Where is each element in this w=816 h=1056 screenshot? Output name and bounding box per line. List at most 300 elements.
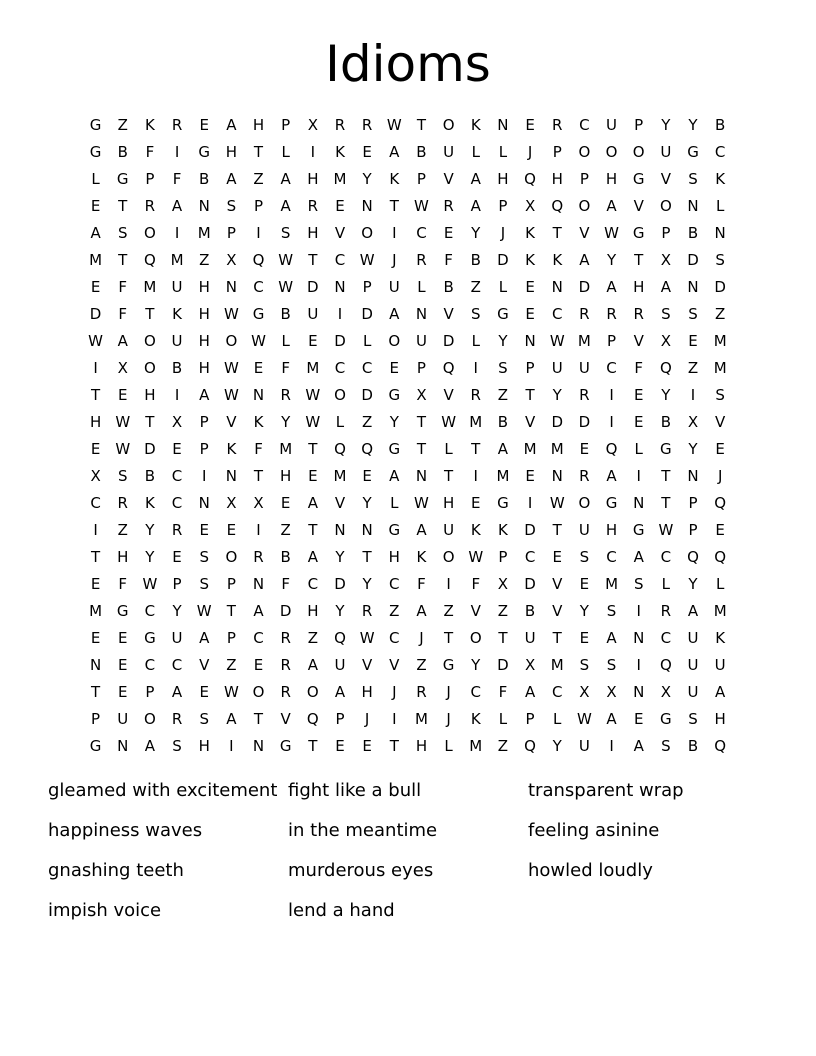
grid-cell[interactable]: E (253, 656, 264, 674)
grid-cell[interactable]: T (498, 629, 508, 647)
grid-cell[interactable]: F (444, 251, 453, 269)
grid-cell[interactable]: Z (443, 602, 454, 620)
grid-cell[interactable]: W (414, 494, 429, 512)
grid-cell[interactable]: W (549, 494, 565, 512)
grid-cell[interactable]: D (442, 332, 455, 350)
grid-cell[interactable]: Q (252, 251, 265, 269)
grid-cell[interactable]: B (117, 143, 128, 161)
grid-cell[interactable]: W (278, 251, 294, 269)
grid-cell[interactable]: N (117, 737, 129, 755)
grid-cell[interactable]: D (497, 251, 509, 269)
grid-cell[interactable]: S (199, 575, 209, 593)
grid-cell[interactable]: R (606, 305, 617, 323)
grid-cell[interactable]: Z (715, 305, 726, 323)
grid-cell[interactable]: T (389, 197, 399, 215)
grid-cell[interactable]: J (392, 683, 397, 701)
grid-cell[interactable]: T (444, 629, 454, 647)
grid-cell[interactable]: D (361, 386, 373, 404)
grid-cell[interactable]: U (660, 143, 672, 161)
grid-cell[interactable]: S (117, 224, 128, 242)
grid-cell[interactable]: E (389, 359, 400, 377)
grid-cell[interactable]: G (660, 710, 672, 728)
grid-cell[interactable]: A (334, 683, 346, 701)
grid-cell[interactable]: A (307, 548, 318, 566)
grid-cell[interactable]: V (334, 224, 346, 242)
grid-cell[interactable]: R (280, 656, 291, 674)
grid-cell[interactable]: C (253, 629, 264, 647)
grid-cell[interactable]: L (661, 575, 671, 593)
grid-cell[interactable]: C (144, 602, 156, 620)
grid-cell[interactable]: H (442, 494, 455, 512)
grid-cell[interactable]: N (361, 521, 373, 539)
grid-cell[interactable]: S (606, 656, 617, 674)
grid-cell[interactable]: V (199, 656, 210, 674)
grid-cell[interactable]: H (307, 224, 319, 242)
grid-cell[interactable]: S (117, 467, 128, 485)
grid-cell[interactable]: O (469, 629, 482, 647)
grid-cell[interactable]: R (280, 629, 291, 647)
grid-cell[interactable]: N (252, 737, 265, 755)
grid-cell[interactable]: I (690, 386, 696, 404)
grid-cell[interactable]: O (578, 143, 591, 161)
grid-cell[interactable]: D (714, 278, 726, 296)
grid-cell[interactable]: T (90, 386, 101, 404)
grid-cell[interactable]: E (117, 629, 128, 647)
grid-cell[interactable]: J (446, 683, 451, 701)
grid-cell[interactable]: Q (143, 251, 156, 269)
grid-cell[interactable]: R (470, 386, 481, 404)
grid-cell[interactable]: J (392, 251, 397, 269)
grid-cell[interactable]: E (280, 494, 291, 512)
grid-cell[interactable]: U (687, 629, 699, 647)
grid-cell[interactable]: P (498, 197, 508, 215)
grid-cell[interactable]: D (334, 332, 346, 350)
grid-cell[interactable]: Q (714, 737, 727, 755)
grid-cell[interactable]: I (256, 224, 261, 242)
grid-cell[interactable]: A (524, 683, 536, 701)
grid-cell[interactable]: H (633, 278, 645, 296)
grid-cell[interactable]: R (416, 683, 427, 701)
grid-cell[interactable]: Q (714, 548, 727, 566)
grid-cell[interactable]: C (171, 656, 183, 674)
grid-cell[interactable]: L (498, 278, 508, 296)
grid-cell[interactable]: X (660, 683, 671, 701)
grid-cell[interactable]: E (308, 467, 318, 485)
grid-cell[interactable]: W (604, 224, 619, 242)
grid-cell[interactable]: Y (661, 386, 671, 404)
grid-cell[interactable]: O (143, 224, 156, 242)
grid-cell[interactable]: U (415, 332, 427, 350)
grid-cell[interactable]: H (280, 467, 292, 485)
grid-cell[interactable]: C (551, 305, 563, 323)
grid-cell[interactable]: K (144, 494, 155, 512)
grid-cell[interactable]: N (225, 467, 237, 485)
grid-cell[interactable]: V (579, 224, 590, 242)
grid-cell[interactable]: N (551, 278, 563, 296)
grid-cell[interactable]: B (524, 602, 536, 620)
grid-cell[interactable]: V (660, 170, 671, 188)
grid-cell[interactable]: W (359, 251, 375, 269)
grid-cell[interactable]: E (579, 440, 590, 458)
grid-cell[interactable]: E (362, 737, 372, 755)
grid-cell[interactable]: L (498, 143, 508, 161)
grid-cell[interactable]: W (88, 332, 103, 350)
grid-cell[interactable]: Y (688, 116, 698, 134)
grid-cell[interactable]: M (333, 170, 347, 188)
grid-cell[interactable]: O (334, 386, 346, 404)
grid-cell[interactable]: T (525, 386, 535, 404)
grid-cell[interactable]: F (254, 440, 263, 458)
grid-cell[interactable]: U (388, 278, 400, 296)
grid-cell[interactable]: P (226, 224, 236, 242)
grid-cell[interactable]: C (606, 359, 617, 377)
grid-cell[interactable]: G (687, 143, 699, 161)
grid-cell[interactable]: T (471, 440, 481, 458)
grid-cell[interactable]: A (389, 467, 400, 485)
grid-cell[interactable]: Y (362, 575, 372, 593)
grid-cell[interactable]: C (389, 575, 400, 593)
grid-cell[interactable]: E (335, 197, 345, 215)
grid-cell[interactable]: R (416, 251, 427, 269)
grid-cell[interactable]: E (117, 656, 128, 674)
grid-cell[interactable]: J (419, 629, 424, 647)
grid-cell[interactable]: T (253, 143, 264, 161)
grid-cell[interactable]: D (687, 251, 699, 269)
grid-cell[interactable]: V (552, 575, 563, 593)
grid-cell[interactable]: P (226, 629, 236, 647)
grid-cell[interactable]: Q (714, 494, 727, 512)
grid-cell[interactable]: H (605, 170, 618, 188)
grid-cell[interactable]: V (280, 710, 291, 728)
grid-cell[interactable]: G (660, 440, 672, 458)
grid-cell[interactable]: N (497, 116, 509, 134)
grid-cell[interactable]: O (632, 143, 645, 161)
grid-cell[interactable]: Q (659, 656, 672, 674)
grid-cell[interactable]: H (89, 413, 102, 431)
grid-cell[interactable]: A (226, 170, 237, 188)
grid-cell[interactable]: S (688, 710, 698, 728)
grid-cell[interactable]: P (552, 143, 562, 161)
grid-cell[interactable]: N (415, 467, 428, 485)
grid-cell[interactable]: A (199, 629, 210, 647)
grid-cell[interactable]: E (471, 494, 481, 512)
grid-cell[interactable]: O (306, 683, 319, 701)
grid-cell[interactable]: W (468, 548, 484, 566)
grid-cell[interactable]: O (578, 197, 591, 215)
grid-cell[interactable]: N (252, 575, 265, 593)
grid-cell[interactable]: X (90, 467, 101, 485)
grid-cell[interactable]: G (89, 143, 102, 161)
grid-cell[interactable]: K (715, 629, 726, 647)
grid-cell[interactable]: C (714, 143, 726, 161)
grid-cell[interactable]: E (90, 440, 101, 458)
grid-cell[interactable]: B (199, 170, 210, 188)
grid-cell[interactable]: V (226, 413, 237, 431)
grid-cell[interactable]: M (577, 332, 591, 350)
grid-cell[interactable]: I (609, 413, 614, 431)
grid-cell[interactable]: U (687, 656, 699, 674)
grid-cell[interactable]: R (633, 305, 644, 323)
grid-cell[interactable]: L (91, 170, 100, 188)
grid-cell[interactable]: A (307, 494, 318, 512)
grid-cell[interactable]: D (144, 440, 156, 458)
grid-cell[interactable]: A (389, 143, 400, 161)
grid-cell[interactable]: L (634, 440, 643, 458)
grid-cell[interactable]: Y (552, 386, 562, 404)
grid-cell[interactable]: X (660, 251, 671, 269)
grid-cell[interactable]: U (687, 683, 699, 701)
grid-cell[interactable]: Z (362, 413, 373, 431)
grid-cell[interactable]: O (225, 548, 238, 566)
grid-cell[interactable]: R (443, 197, 454, 215)
grid-cell[interactable]: F (471, 575, 481, 593)
grid-cell[interactable]: I (609, 386, 614, 404)
grid-cell[interactable]: Y (335, 548, 345, 566)
grid-cell[interactable]: L (281, 332, 290, 350)
grid-cell[interactable]: P (199, 413, 209, 431)
grid-cell[interactable]: W (414, 197, 429, 215)
grid-cell[interactable]: A (280, 197, 291, 215)
grid-cell[interactable]: A (470, 197, 481, 215)
grid-cell[interactable]: X (117, 359, 128, 377)
grid-cell[interactable]: W (142, 575, 158, 593)
grid-cell[interactable]: E (199, 116, 209, 134)
grid-cell[interactable]: L (715, 575, 725, 593)
grid-cell[interactable]: T (308, 521, 318, 539)
grid-cell[interactable]: P (498, 548, 508, 566)
grid-cell[interactable]: X (497, 575, 509, 593)
grid-cell[interactable]: P (226, 575, 236, 593)
grid-cell[interactable]: E (117, 683, 128, 701)
grid-cell[interactable]: T (661, 494, 671, 512)
grid-cell[interactable]: H (225, 143, 237, 161)
grid-cell[interactable]: X (307, 116, 318, 134)
grid-cell[interactable]: T (308, 440, 318, 458)
grid-cell[interactable]: S (633, 575, 644, 593)
grid-cell[interactable]: T (389, 737, 399, 755)
grid-cell[interactable]: W (441, 413, 457, 431)
grid-cell[interactable]: K (416, 548, 427, 566)
grid-cell[interactable]: N (415, 305, 428, 323)
grid-cell[interactable]: V (443, 170, 454, 188)
grid-cell[interactable]: Y (688, 575, 698, 593)
grid-cell[interactable]: U (524, 629, 536, 647)
grid-cell[interactable]: I (174, 224, 180, 242)
grid-cell[interactable]: P (281, 116, 291, 134)
grid-cell[interactable]: U (606, 116, 618, 134)
grid-cell[interactable]: D (334, 575, 346, 593)
grid-cell[interactable]: U (171, 332, 183, 350)
grid-cell[interactable]: K (144, 116, 155, 134)
grid-cell[interactable]: W (223, 386, 239, 404)
grid-cell[interactable]: Q (524, 170, 536, 188)
grid-cell[interactable]: A (280, 170, 291, 188)
grid-cell[interactable]: I (256, 521, 261, 539)
grid-cell[interactable]: N (687, 278, 699, 296)
grid-cell[interactable]: Y (471, 656, 481, 674)
grid-cell[interactable]: X (253, 494, 264, 512)
grid-cell[interactable]: N (551, 467, 563, 485)
grid-cell[interactable]: V (715, 413, 726, 431)
grid-cell[interactable]: B (171, 359, 183, 377)
grid-cell[interactable]: J (500, 224, 506, 242)
grid-cell[interactable]: I (527, 494, 533, 512)
grid-cell[interactable]: E (172, 548, 182, 566)
grid-cell[interactable]: U (171, 629, 183, 647)
grid-cell[interactable]: T (416, 116, 427, 134)
grid-cell[interactable]: W (223, 305, 239, 323)
grid-cell[interactable]: G (89, 737, 102, 755)
grid-cell[interactable]: M (469, 737, 483, 755)
grid-cell[interactable]: X (524, 197, 536, 215)
grid-cell[interactable]: X (687, 413, 699, 431)
grid-cell[interactable]: H (198, 359, 210, 377)
grid-cell[interactable]: M (414, 710, 428, 728)
grid-cell[interactable]: W (223, 683, 239, 701)
grid-cell[interactable]: V (552, 602, 563, 620)
grid-cell[interactable]: I (337, 305, 343, 323)
grid-cell[interactable]: R (361, 116, 373, 134)
grid-cell[interactable]: E (172, 440, 182, 458)
grid-cell[interactable]: E (579, 629, 590, 647)
grid-cell[interactable]: U (117, 710, 129, 728)
grid-cell[interactable]: M (550, 656, 564, 674)
grid-cell[interactable]: E (715, 521, 725, 539)
grid-cell[interactable]: I (174, 386, 180, 404)
grid-cell[interactable]: R (144, 197, 156, 215)
grid-cell[interactable]: W (115, 440, 131, 458)
grid-cell[interactable]: T (118, 197, 128, 215)
grid-cell[interactable]: P (661, 224, 671, 242)
grid-cell[interactable]: O (659, 197, 672, 215)
grid-cell[interactable]: I (93, 359, 98, 377)
grid-cell[interactable]: A (416, 521, 427, 539)
grid-cell[interactable]: P (416, 359, 426, 377)
grid-cell[interactable]: A (470, 170, 481, 188)
grid-cell[interactable]: D (279, 602, 292, 620)
grid-cell[interactable]: A (606, 278, 617, 296)
grid-cell[interactable]: H (605, 521, 618, 539)
grid-cell[interactable]: M (713, 602, 727, 620)
grid-cell[interactable]: P (253, 197, 264, 215)
grid-cell[interactable]: E (90, 575, 101, 593)
grid-cell[interactable]: I (229, 737, 234, 755)
grid-cell[interactable]: A (307, 656, 318, 674)
grid-cell[interactable]: P (579, 170, 589, 188)
grid-cell[interactable]: J (527, 143, 533, 161)
grid-cell[interactable]: P (688, 494, 698, 512)
grid-cell[interactable]: C (660, 548, 672, 566)
grid-cell[interactable]: I (392, 224, 397, 242)
grid-cell[interactable]: H (415, 737, 428, 755)
grid-cell[interactable]: N (252, 386, 265, 404)
grid-cell[interactable]: B (470, 251, 481, 269)
grid-cell[interactable]: V (470, 602, 481, 620)
grid-cell[interactable]: F (118, 305, 128, 323)
grid-cell[interactable]: A (199, 386, 210, 404)
grid-cell[interactable]: C (416, 224, 427, 242)
grid-cell[interactable]: T (416, 440, 427, 458)
grid-cell[interactable]: E (688, 332, 698, 350)
grid-cell[interactable]: P (199, 440, 209, 458)
grid-cell[interactable]: G (388, 440, 401, 458)
grid-cell[interactable]: K (470, 521, 481, 539)
grid-cell[interactable]: K (715, 170, 726, 188)
grid-cell[interactable]: T (362, 548, 372, 566)
grid-cell[interactable]: G (388, 386, 401, 404)
grid-cell[interactable]: S (715, 251, 725, 269)
grid-cell[interactable]: Z (253, 170, 264, 188)
grid-cell[interactable]: P (145, 170, 155, 188)
grid-cell[interactable]: U (334, 656, 346, 674)
grid-cell[interactable]: Y (362, 494, 372, 512)
grid-cell[interactable]: D (524, 575, 536, 593)
grid-cell[interactable]: Q (306, 710, 319, 728)
grid-cell[interactable]: C (144, 656, 156, 674)
grid-cell[interactable]: Z (389, 602, 400, 620)
grid-cell[interactable]: S (661, 305, 671, 323)
grid-cell[interactable]: V (443, 305, 454, 323)
grid-cell[interactable]: D (89, 305, 102, 323)
grid-cell[interactable]: T (226, 602, 236, 620)
grid-cell[interactable]: Z (687, 359, 699, 377)
grid-cell[interactable]: V (443, 386, 454, 404)
grid-cell[interactable]: W (196, 602, 212, 620)
grid-cell[interactable]: H (307, 170, 319, 188)
grid-cell[interactable]: F (634, 359, 644, 377)
grid-cell[interactable]: R (660, 602, 672, 620)
grid-cell[interactable]: R (280, 386, 291, 404)
grid-cell[interactable]: K (253, 413, 264, 431)
grid-cell[interactable]: F (118, 575, 128, 593)
grid-cell[interactable]: W (549, 332, 565, 350)
grid-cell[interactable]: W (305, 413, 321, 431)
grid-cell[interactable]: Y (145, 521, 155, 539)
grid-cell[interactable]: J (364, 710, 370, 728)
grid-cell[interactable]: S (606, 602, 617, 620)
grid-cell[interactable]: U (307, 305, 319, 323)
grid-cell[interactable]: U (551, 359, 563, 377)
grid-cell[interactable]: C (334, 359, 346, 377)
grid-cell[interactable]: Z (497, 737, 509, 755)
grid-cell[interactable]: E (525, 467, 535, 485)
grid-cell[interactable]: E (90, 197, 101, 215)
grid-cell[interactable]: N (89, 656, 102, 674)
grid-cell[interactable]: M (713, 359, 727, 377)
grid-cell[interactable]: R (253, 548, 264, 566)
grid-cell[interactable]: H (198, 332, 210, 350)
grid-cell[interactable]: N (714, 224, 726, 242)
grid-cell[interactable]: A (171, 683, 183, 701)
grid-cell[interactable]: I (473, 359, 478, 377)
grid-cell[interactable]: A (579, 251, 590, 269)
grid-cell[interactable]: W (359, 629, 375, 647)
grid-cell[interactable]: N (524, 332, 536, 350)
grid-cell[interactable]: Z (199, 251, 210, 269)
grid-cell[interactable]: E (308, 332, 318, 350)
grid-cell[interactable]: E (90, 278, 101, 296)
grid-cell[interactable]: R (361, 602, 373, 620)
grid-cell[interactable]: K (470, 710, 481, 728)
grid-cell[interactable]: T (416, 413, 427, 431)
grid-cell[interactable]: G (89, 116, 102, 134)
grid-cell[interactable]: A (416, 602, 427, 620)
grid-cell[interactable]: W (658, 521, 674, 539)
grid-cell[interactable]: V (334, 494, 346, 512)
grid-cell[interactable]: Y (389, 413, 399, 431)
grid-cell[interactable]: Z (497, 386, 509, 404)
grid-cell[interactable]: C (660, 629, 672, 647)
